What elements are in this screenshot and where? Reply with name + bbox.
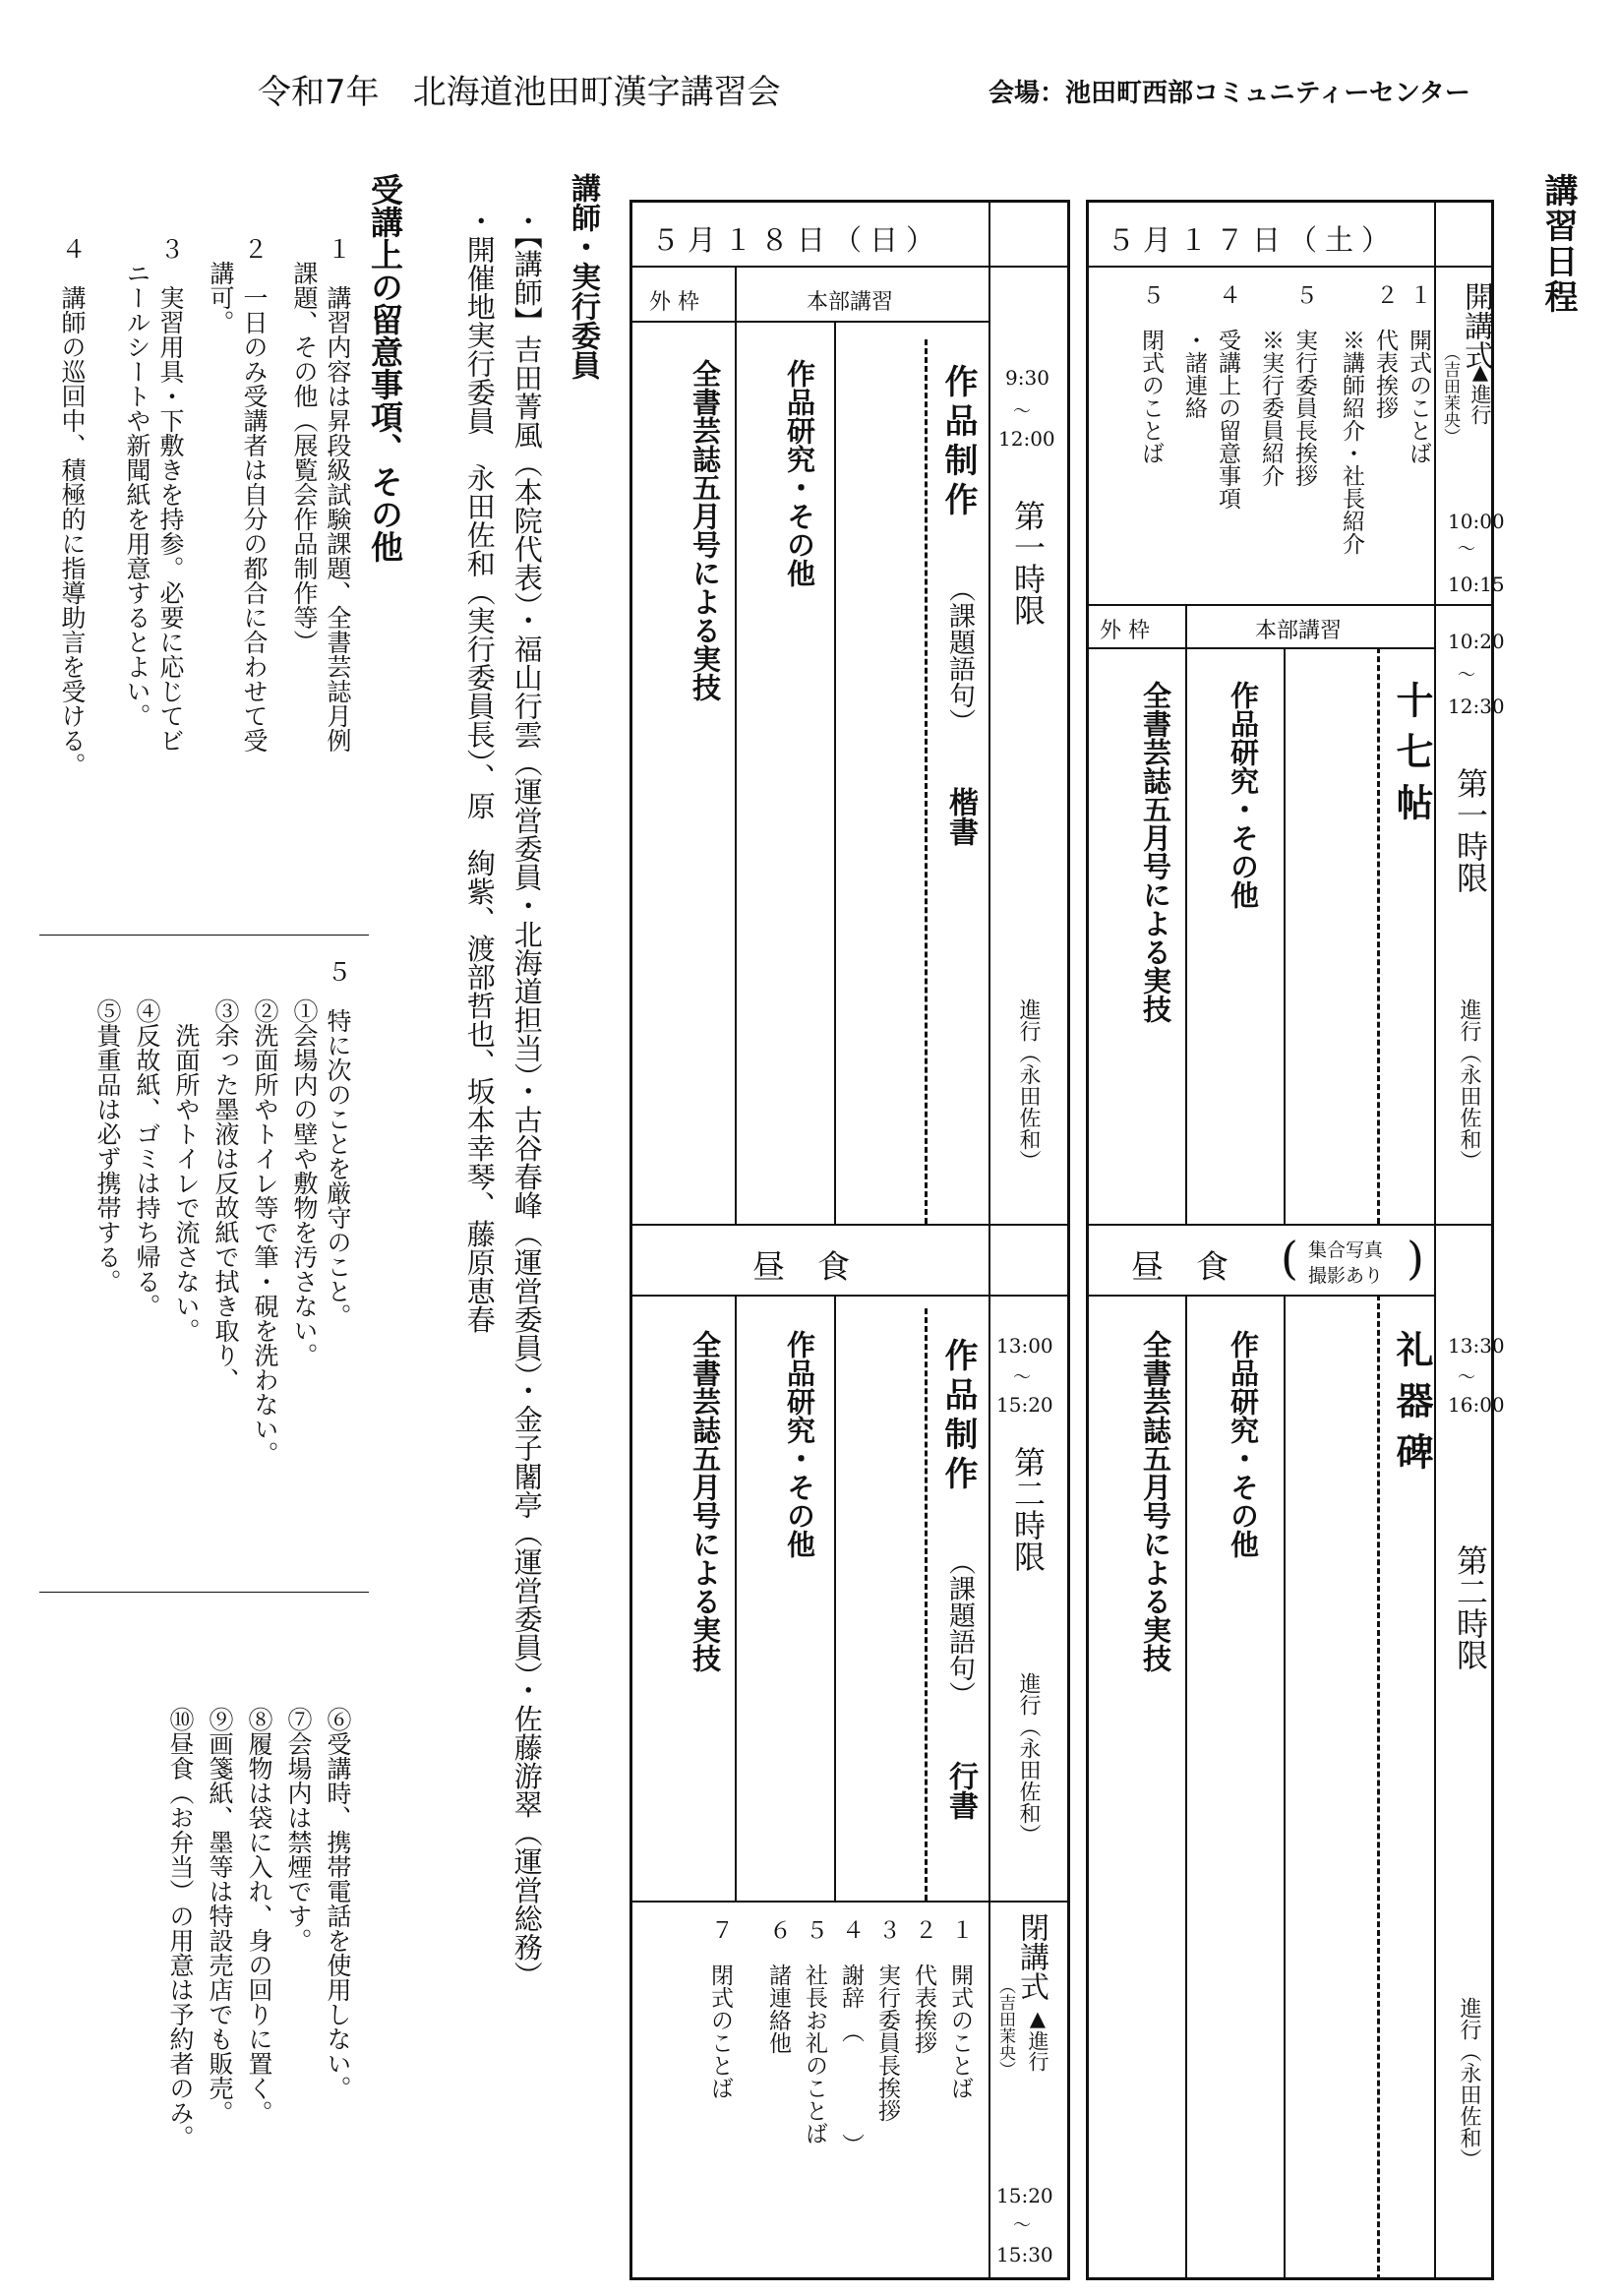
day1-opening-item: ５ 実行委員長挨拶 — [1291, 283, 1317, 487]
day1-time-column-line — [1434, 200, 1436, 2280]
day2-work-sep — [925, 339, 928, 1224]
rule-item: ①会場内の壁や敷物を汚さない。 — [290, 998, 319, 1367]
notes-item: 課題、その他（展覧会作品制作等） — [290, 236, 319, 654]
day2-lunch: 昼 食 — [752, 1247, 850, 1286]
day1-afternoon-time-start: 13:30 — [1448, 1334, 1505, 1358]
day1-afternoon-moderator: 進行（永田佐和） — [1457, 1997, 1481, 2170]
day1-opening-item: ・諸連絡 — [1181, 283, 1207, 419]
day1-label-divider — [1086, 647, 1434, 649]
day2-afternoon-time-start: 13:00 — [996, 1334, 1053, 1358]
day2-date-divider — [629, 266, 1070, 268]
day2-morning-outer: 全書芸誌五月号による実技 — [689, 359, 722, 701]
day2-afternoon-tilde: ～ — [1013, 1367, 1031, 1388]
day2-afternoon-study: 作品研究・その他 — [783, 1330, 816, 1558]
day1-study-sep — [1284, 1295, 1286, 2280]
notes-item: 講可。 — [207, 236, 235, 334]
day2-afternoon-moderator: 進行（永田佐和） — [1016, 1672, 1041, 1845]
rule-item: ⑧履物は袋に入れ、身の回りに置く。 — [245, 1707, 273, 2125]
notes-item: １ 講習内容は昇段級試験課題、全書芸誌月例 — [324, 236, 352, 753]
day2-main-label: 本部講習 — [807, 290, 894, 315]
day2-label-sep — [735, 266, 737, 321]
day2-afternoon-period: 第二時限 — [1009, 1446, 1047, 1572]
day2-morning-study: 作品研究・その他 — [783, 359, 816, 587]
day1-afternoon-period: 第二時限 — [1452, 1544, 1489, 1670]
day1-lunch-bracket-open: ( — [1281, 1232, 1298, 1285]
day2-closing-item: ５ 社長お礼のことば — [802, 1918, 827, 2145]
day1-lunch: 昼 食 — [1131, 1247, 1228, 1286]
day2-work-sep — [925, 1308, 928, 1901]
rule-item: ⑦会場内は禁煙です。 — [284, 1707, 313, 1953]
day1-date: ５月１７日（土） — [1107, 223, 1399, 257]
day1-opening-item: ２ 代表挨拶 — [1372, 283, 1398, 419]
day2-closing-item: ４ 謝辞 （ ） — [838, 1918, 864, 2156]
day1-work-sep — [1377, 647, 1380, 1224]
day1-opening-item: １ 開式のことば — [1406, 283, 1431, 464]
day2-label-divider — [629, 321, 989, 323]
day2-closing-tilde: ～ — [1013, 2215, 1031, 2236]
day2-time-column-line — [989, 200, 990, 2280]
day2-afternoon-work-sub: （課題語句） — [944, 1548, 975, 1708]
day1-opening-title: 開講式 — [1459, 281, 1493, 370]
day1-afternoon-tilde: ～ — [1458, 1367, 1475, 1388]
day2-morning-moderator: 進行（永田佐和） — [1016, 998, 1041, 1172]
day1-opening-item: ５ 閉式のことば — [1138, 283, 1164, 464]
day1-work-sep — [1377, 1295, 1380, 2280]
day2-morning-period: 第一時限 — [1009, 500, 1047, 626]
day2-morning-work-sub: （課題語句） — [944, 575, 975, 735]
rule-item: ③余った墨液は反故紙で拭き取り、 — [211, 998, 240, 1392]
notes-divider — [39, 935, 369, 936]
notes-divider — [39, 1592, 369, 1593]
day1-morning-study: 作品研究・その他 — [1227, 681, 1260, 909]
day1-opening-item: ４ 受講上の留意事項 — [1215, 283, 1240, 510]
notes-item: ニールシートや新聞紙を用意するとよい。 — [123, 236, 151, 728]
day2-afternoon-work: 作品制作 — [938, 1338, 978, 1495]
day1-afternoon-time-end: 16:00 — [1448, 1393, 1505, 1417]
rule-item: ④反故紙、ゴミは持ち帰る。 — [133, 998, 161, 1318]
day1-morning-time-end: 12:30 — [1448, 695, 1505, 718]
notes-item: ４ 講師の巡回中、積極的に指導助言を受ける。 — [58, 236, 87, 777]
day2-lunch-bottom — [629, 1295, 1070, 1297]
day1-afternoon-outer: 全書芸誌五月号による実技 — [1139, 1330, 1172, 1672]
day2-closing-item: ３ 実行委員長挨拶 — [874, 1918, 900, 2122]
staff-heading: 講師・実行委員 — [566, 173, 600, 380]
day2-morning-style: 楷書 — [943, 787, 978, 846]
rule-item: ⑥受講時、携帯電話を使用しない。 — [324, 1707, 352, 2100]
day1-morning-time-start: 10:20 — [1448, 630, 1505, 653]
day1-opening-tilde: ～ — [1458, 539, 1475, 560]
staff-line: ・開催地実行委員 永田佐和（実行委員長）、原 絢紫、渡部哲也、坂本幸琴、藤原恵春 — [462, 207, 497, 1334]
day2-date: ５月１８日（日） — [651, 223, 943, 257]
day1-afternoon-study: 作品研究・その他 — [1227, 1330, 1260, 1558]
day2-afternoon-outer: 全書芸誌五月号による実技 — [689, 1330, 722, 1672]
notes-item: ３ 実習用具・下敷きを持参。必要に応じてビ — [156, 236, 185, 753]
day2-closing-item: ７ 閉式のことば — [707, 1918, 733, 2099]
day1-label-sep — [1185, 604, 1187, 647]
staff-line: ・【講師】吉田菁風（本院代表）・福山行雲（運営委員・北海道担当）・古谷春峰（運営委員）・金子闍亭（運営委員）・佐藤游翠（運営総務） — [509, 207, 544, 1990]
rule-item: 洗面所やトイレで流さない。 — [172, 998, 201, 1343]
day2-outer-label: 外 枠 — [649, 290, 699, 315]
day2-morning-tilde: ～ — [1013, 401, 1031, 422]
day1-lunch-bracket-close: ) — [1407, 1232, 1424, 1285]
day2-morning-time-end: 12:00 — [998, 427, 1055, 451]
day1-lunch-top — [1086, 1224, 1494, 1226]
day2-closing-moderator-name: （吉田茉央） — [995, 1977, 1015, 2078]
day2-afternoon-style: 行書 — [943, 1761, 978, 1820]
day1-outer-sep — [1185, 1295, 1187, 2280]
day1-opening-moderator: ▲進行 — [1468, 360, 1492, 425]
day1-lunch-note: 集合写真 — [1308, 1239, 1384, 1261]
day1-afternoon-work: 礼器碑 — [1390, 1330, 1434, 1483]
venue: 会場：池田町西部コミュニティーセンター — [989, 79, 1470, 108]
notes-item: ２ 一日のみ受講者は自分の都合に合わせて受 — [240, 236, 269, 753]
day1-study-sep — [1284, 647, 1286, 1224]
day2-closing-title: 閉講式 — [1014, 1912, 1049, 2001]
rule-item: ⑤貴重品は必ず携帯する。 — [93, 998, 122, 1294]
day2-closing-item: ２ 代表挨拶 — [911, 1918, 936, 2054]
day1-morning-work: 十七帖 — [1390, 681, 1434, 834]
day1-opening-item: ※実行委員紹介 — [1258, 283, 1284, 487]
day2-morning-time-start: 9:30 — [1005, 366, 1049, 390]
day1-morning-outer: 全書芸誌五月号による実技 — [1139, 681, 1172, 1023]
day1-main-label: 本部講習 — [1255, 619, 1343, 643]
rule-item: ⑨画箋紙、墨等は特設売店でも販売。 — [206, 1707, 234, 2125]
day1-opening-moderator-name: （吉田茉央） — [1440, 344, 1460, 445]
day1-morning-moderator: 進行（永田佐和） — [1457, 998, 1481, 1172]
day2-study-sep — [834, 1295, 836, 1901]
rule-item: ②洗面所やトイレ等で筆・硯を洗わない。 — [251, 998, 279, 1466]
day2-closing-moderator: ▲進行 — [1026, 2007, 1049, 2072]
day2-closing-item: ６ 諸連絡他 — [765, 1918, 791, 2054]
notes-heading: 受講上の留意事項、その他 — [366, 173, 404, 563]
page-title: 令和7年 北海道池田町漢字講習会 — [258, 73, 781, 112]
day2-closing-time-end: 15:30 — [996, 2243, 1053, 2266]
day1-opening-time-start: 10:00 — [1448, 510, 1505, 533]
day2-lunch-top — [629, 1224, 1070, 1226]
schedule-label: 講習日程 — [1538, 173, 1578, 315]
day2-closing-item: １ 開式のことば — [947, 1918, 973, 2099]
day1-outer-label: 外 枠 — [1100, 619, 1150, 643]
rule-item: ⑩昼食（お弁当）の用意は予約者のみ。 — [166, 1707, 195, 2149]
day2-study-sep — [834, 321, 836, 1224]
rules-intro: ５ 特に次のことを厳守のこと。 — [324, 959, 352, 1328]
day1-lunch-note: 撮影あり — [1308, 1265, 1384, 1287]
day1-morning-period: 第一時限 — [1452, 767, 1489, 893]
day2-afternoon-time-end: 15:20 — [996, 1393, 1053, 1417]
day1-morning-tilde: ～ — [1458, 665, 1475, 686]
day2-outer-sep — [735, 321, 737, 1224]
day1-lunch-bottom — [1086, 1295, 1434, 1297]
day2-morning-work: 作品制作 — [938, 364, 978, 521]
day2-closing-time-start: 15:20 — [996, 2184, 1053, 2207]
day1-date-divider — [1086, 266, 1494, 268]
day2-closing-divider — [629, 1901, 1070, 1903]
day1-outer-sep — [1185, 647, 1187, 1224]
day1-opening-time-end: 10:15 — [1448, 573, 1505, 596]
day1-opening-item: ※講師紹介・社長紹介 — [1339, 283, 1364, 555]
day1-opening-divider — [1086, 604, 1494, 606]
day2-outer-sep — [735, 1295, 737, 1901]
